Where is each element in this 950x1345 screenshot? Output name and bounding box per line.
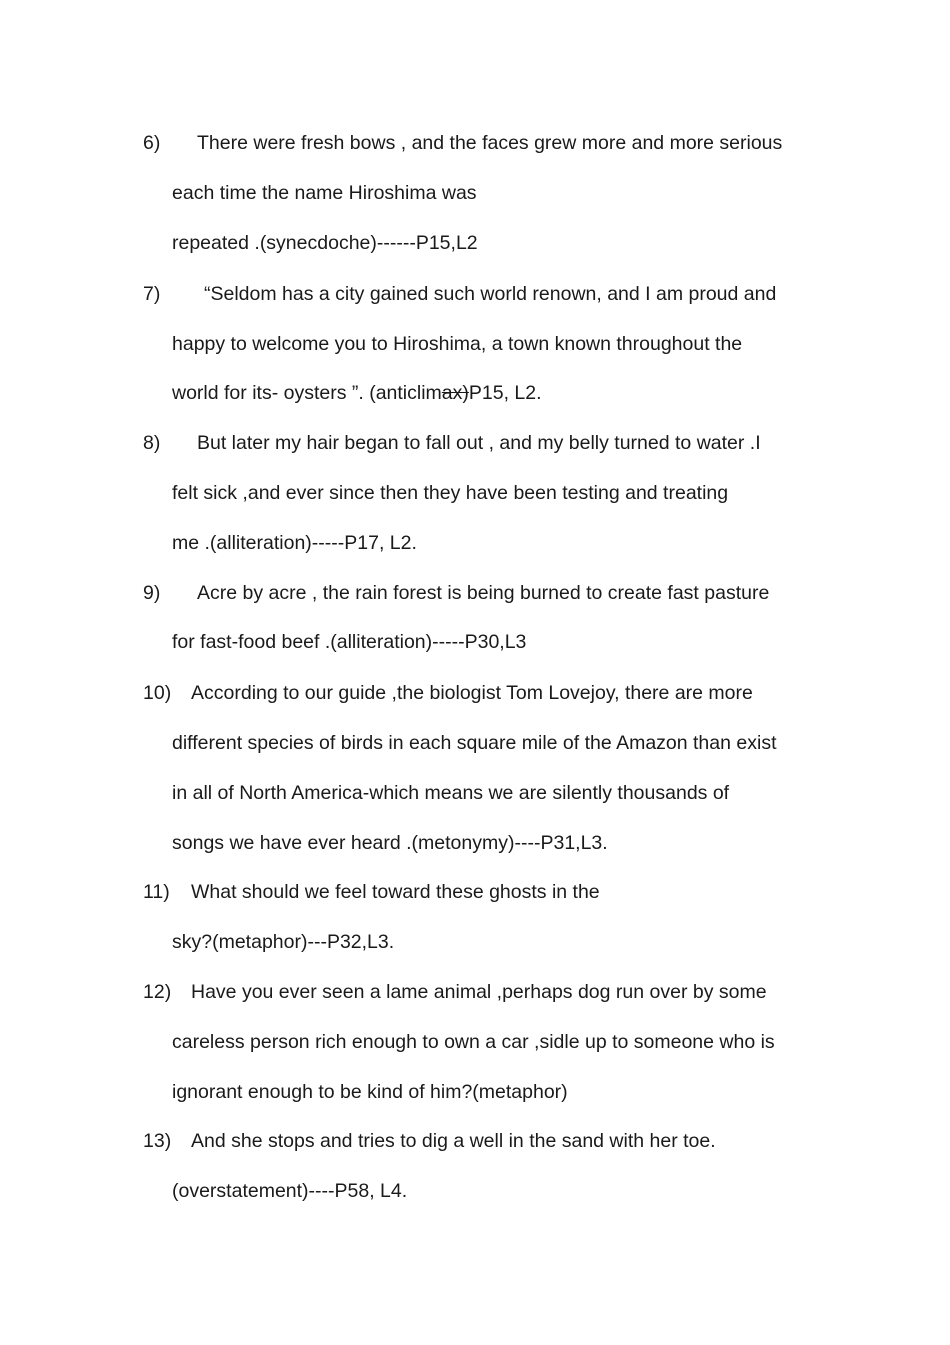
line-text: world for its- oysters ”. (anticlim (172, 382, 442, 404)
item-line: felt sick ,and ever since then they have been testing and treating (172, 482, 729, 504)
item-number: 6) (143, 132, 161, 154)
struck-text: ax) (441, 382, 469, 404)
item-number: 10) (143, 682, 172, 704)
item-line: There were fresh bows , and the faces grew more and more serious (197, 132, 783, 154)
item-line: songs we have ever heard .(metonymy)----P31,L3. (172, 832, 608, 854)
item-line: But later my hair began to fall out , and my belly turned to water .I (197, 432, 761, 454)
item-line: ignorant enough to be kind of him?(metaphor) (172, 1081, 568, 1103)
item-line: me .(alliteration)-----P17, L2. (172, 532, 417, 554)
item-line: each time the name Hiroshima was (172, 182, 477, 204)
item-line: Have you ever seen a lame animal ,perhaps dog run over by some (191, 981, 767, 1003)
item-number: 11) (143, 881, 170, 903)
item-line: What should we feel toward these ghosts in the (191, 881, 600, 903)
item-line: sky?(metaphor)---P32,L3. (172, 931, 395, 953)
item-number: 13) (143, 1130, 172, 1152)
item-line: (overstatement)----P58, L4. (172, 1180, 408, 1202)
item-line: for fast-food beef .(alliteration)-----P30,L3 (172, 631, 527, 653)
item-number: 7) (143, 283, 161, 305)
item-line: different species of birds in each square mile of the Amazon than exist (172, 732, 777, 754)
item-line: careless person rich enough to own a car ,sidle up to someone who is (172, 1031, 775, 1053)
item-line: “Seldom has a city gained such world renown, and I am proud and (204, 283, 777, 305)
item-number: 8) (143, 432, 161, 454)
line-text: P15, L2. (468, 382, 542, 404)
item-line: in all of North America-which means we are silently thousands of (172, 782, 730, 804)
item-line: happy to welcome you to Hiroshima, a town known throughout the (172, 333, 743, 355)
item-line: According to our guide ,the biologist Tom Lovejoy, there are more (191, 682, 753, 704)
item-line (172, 381, 542, 405)
item-line: Acre by acre , the rain forest is being burned to create fast pasture (197, 582, 770, 604)
item-line: And she stops and tries to dig a well in the sand with her toe. (191, 1130, 716, 1152)
item-number: 9) (143, 582, 161, 604)
item-number: 12) (143, 981, 172, 1003)
item-line: repeated .(synecdoche)------P15,L2 (172, 232, 478, 254)
